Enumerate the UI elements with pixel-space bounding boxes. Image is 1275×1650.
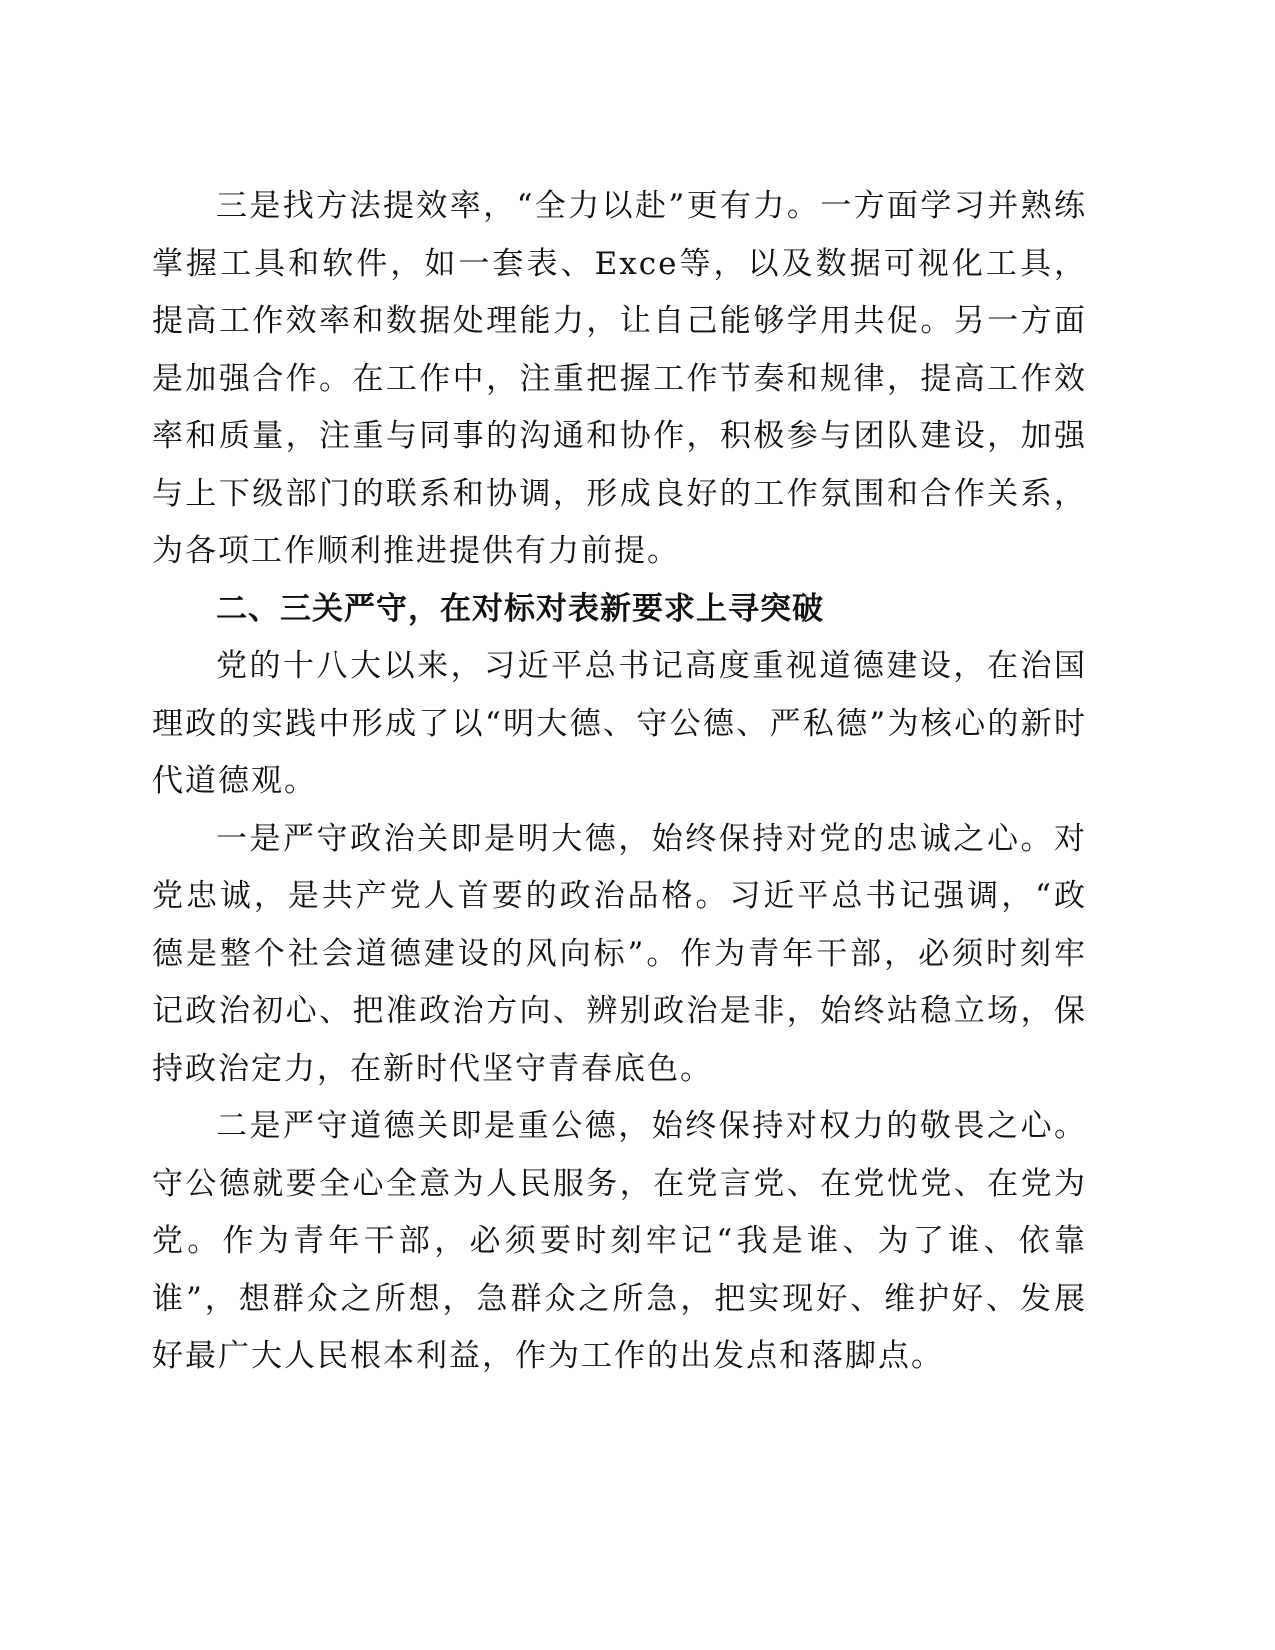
paragraph-intro: 党的十八大以来，习近平总书记高度重视道德建设，在治国理政的实践中形成了以“明大德、守公德、严私德”为核心的新时代道德观。	[152, 648, 1087, 799]
document-body	[152, 178, 1087, 1386]
paragraph-moral: 二是严守道德关即是重公德，始终保持对权力的敬畏之心。守公德就要全心全意为人民服务，在党言党、在党忧党、在党为党。作为青年干部，必须要时刻牢记“我是谁、为了谁、依靠谁”，想群众之所想，急群众之所急，把实现好、维护好、发展好最广大人民根本利益，作为工作的出发点和落脚点。	[152, 1108, 1087, 1374]
paragraph-political: 一是严守政治关即是明大德，始终保持对党的忠诚之心。对党忠诚，是共产党人首要的政治品格。习近平总书记强调，“政德是整个社会道德建设的风向标”。作为青年干部，必须时刻牢记政治初心、把准政治方向、辨别政治是非，始终站稳立场，保持政治定力，在新时代坚守青春底色。	[152, 820, 1087, 1087]
paragraph-efficiency: 三是找方法提效率，“全力以赴”更有力。一方面学习并熟练掌握工具和软件，如一套表、Exce等，以及数据可视化工具，提高工作效率和数据处理能力，让自己能够学用共促。另一方面是加强合作。在工作中，注重把握工作节奏和规律，提高工作效率和质量，注重与同事的沟通和协作，积极参与团队建设，加强与上下级部门的联系和协调，形成良好的工作氛围和合作关系，为各项工作顺利推进提供有力前提。	[152, 188, 1087, 569]
section-heading: 二、三关严守，在对标对表新要求上寻突破	[216, 590, 824, 627]
